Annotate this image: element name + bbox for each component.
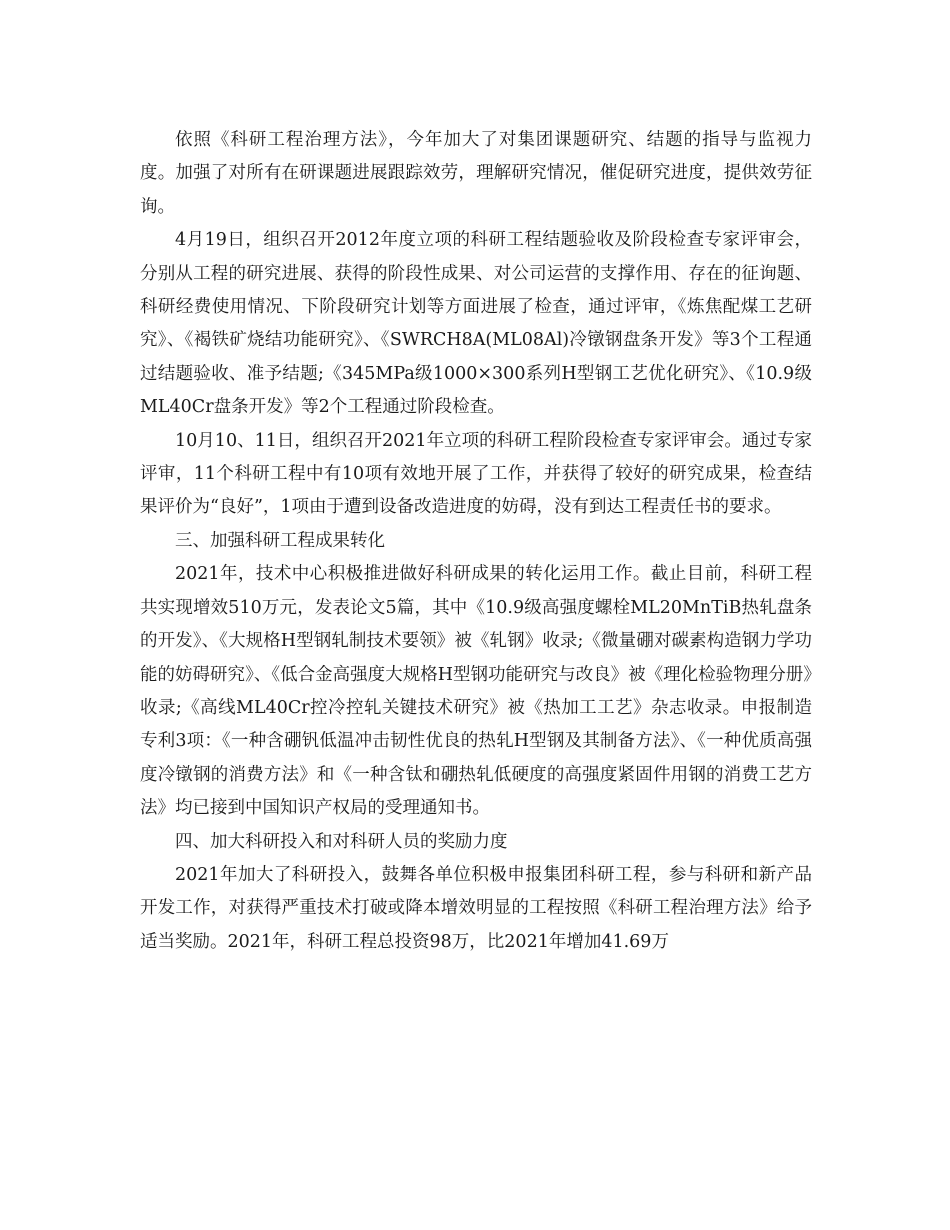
- section-heading-3: 三、加强科研工程成果转化: [175, 530, 385, 551]
- paragraph-april-review: 4月19日，组织召开2012年度立项的科研工程结题验收及阶段检查专家评审会，分别从工程的研究进展、获得的阶段性成果、对公司运营的支撑作用、存在的征询题、科研经费使用情况、下阶段研究计划等方面进展了检查，通过评审，《炼焦配煤工艺研究》、《褐铁矿烧结功能研究》、《SWRCH8A(ML08Al)冷镦钢盘条开发》等3个工程通过结题验收、准予结题;《345MPa级1000×300系列H型钢工艺优化研究》、《10.9级ML40Cr盘条开发》等2个工程通过阶段检查。: [140, 230, 812, 418]
- paragraph-supervision: 依照《科研工程治理方法》，今年加大了对集团课题研究、结题的指导与监视力度。加强了对所有在研课题进展跟踪效劳，理解研究情况，催促研究进度，提供效劳征询。: [140, 130, 812, 217]
- paragraph-october-review: 10月10、11日，组织召开2021年立项的科研工程阶段检查专家评审会。通过专家评审，11个科研工程中有10项有效地开展了工作，并获得了较好的研究成果，检查结果评价为“良好”，1项由于遭到设备改造进度的妨碍，没有到达工程责任书的要求。: [140, 430, 812, 518]
- paragraph-investment: 2021年加大了科研投入，鼓舞各单位积极申报集团科研工程，参与科研和新产品开发工作，对获得严重技术打破或降本增效明显的工程按照《科研工程治理方法》给予适当奖励。2021年，科研工程总投资98万，比2021年增加41.69万: [140, 864, 812, 952]
- paragraph-achievements: 2021年，技术中心积极推进做好科研成果的转化运用工作。截止目前，科研工程共实现增效510万元，发表论文5篇，其中《10.9级高强度螺栓ML20MnTiB热轧盘条的开发》、《大规格H型钢轧制技术要领》被《轧钢》收录;《微量硼对碳素构造钢力学功能的妨碍研究》、《低合金高强度大规格H型钢功能研究与改良》被《理化检验物理分册》收录;《高线ML40Cr控冷控轧关键技术研究》被《热加工工艺》杂志收录。申报制造专利3项：《一种含硼钒低温冲击韧性优良的热轧H型钢及其制备方法》、《一种优质高强度冷镦钢的消费方法》和《一种含钛和硼热轧低硬度的高强度紧固件用钢的消费工艺方法》均已接到中国知识产权局的受理通知书。: [140, 564, 812, 819]
- section-heading-4: 四、加大科研投入和对科研人员的奖励力度: [175, 831, 508, 852]
- document-body: [140, 124, 812, 959]
